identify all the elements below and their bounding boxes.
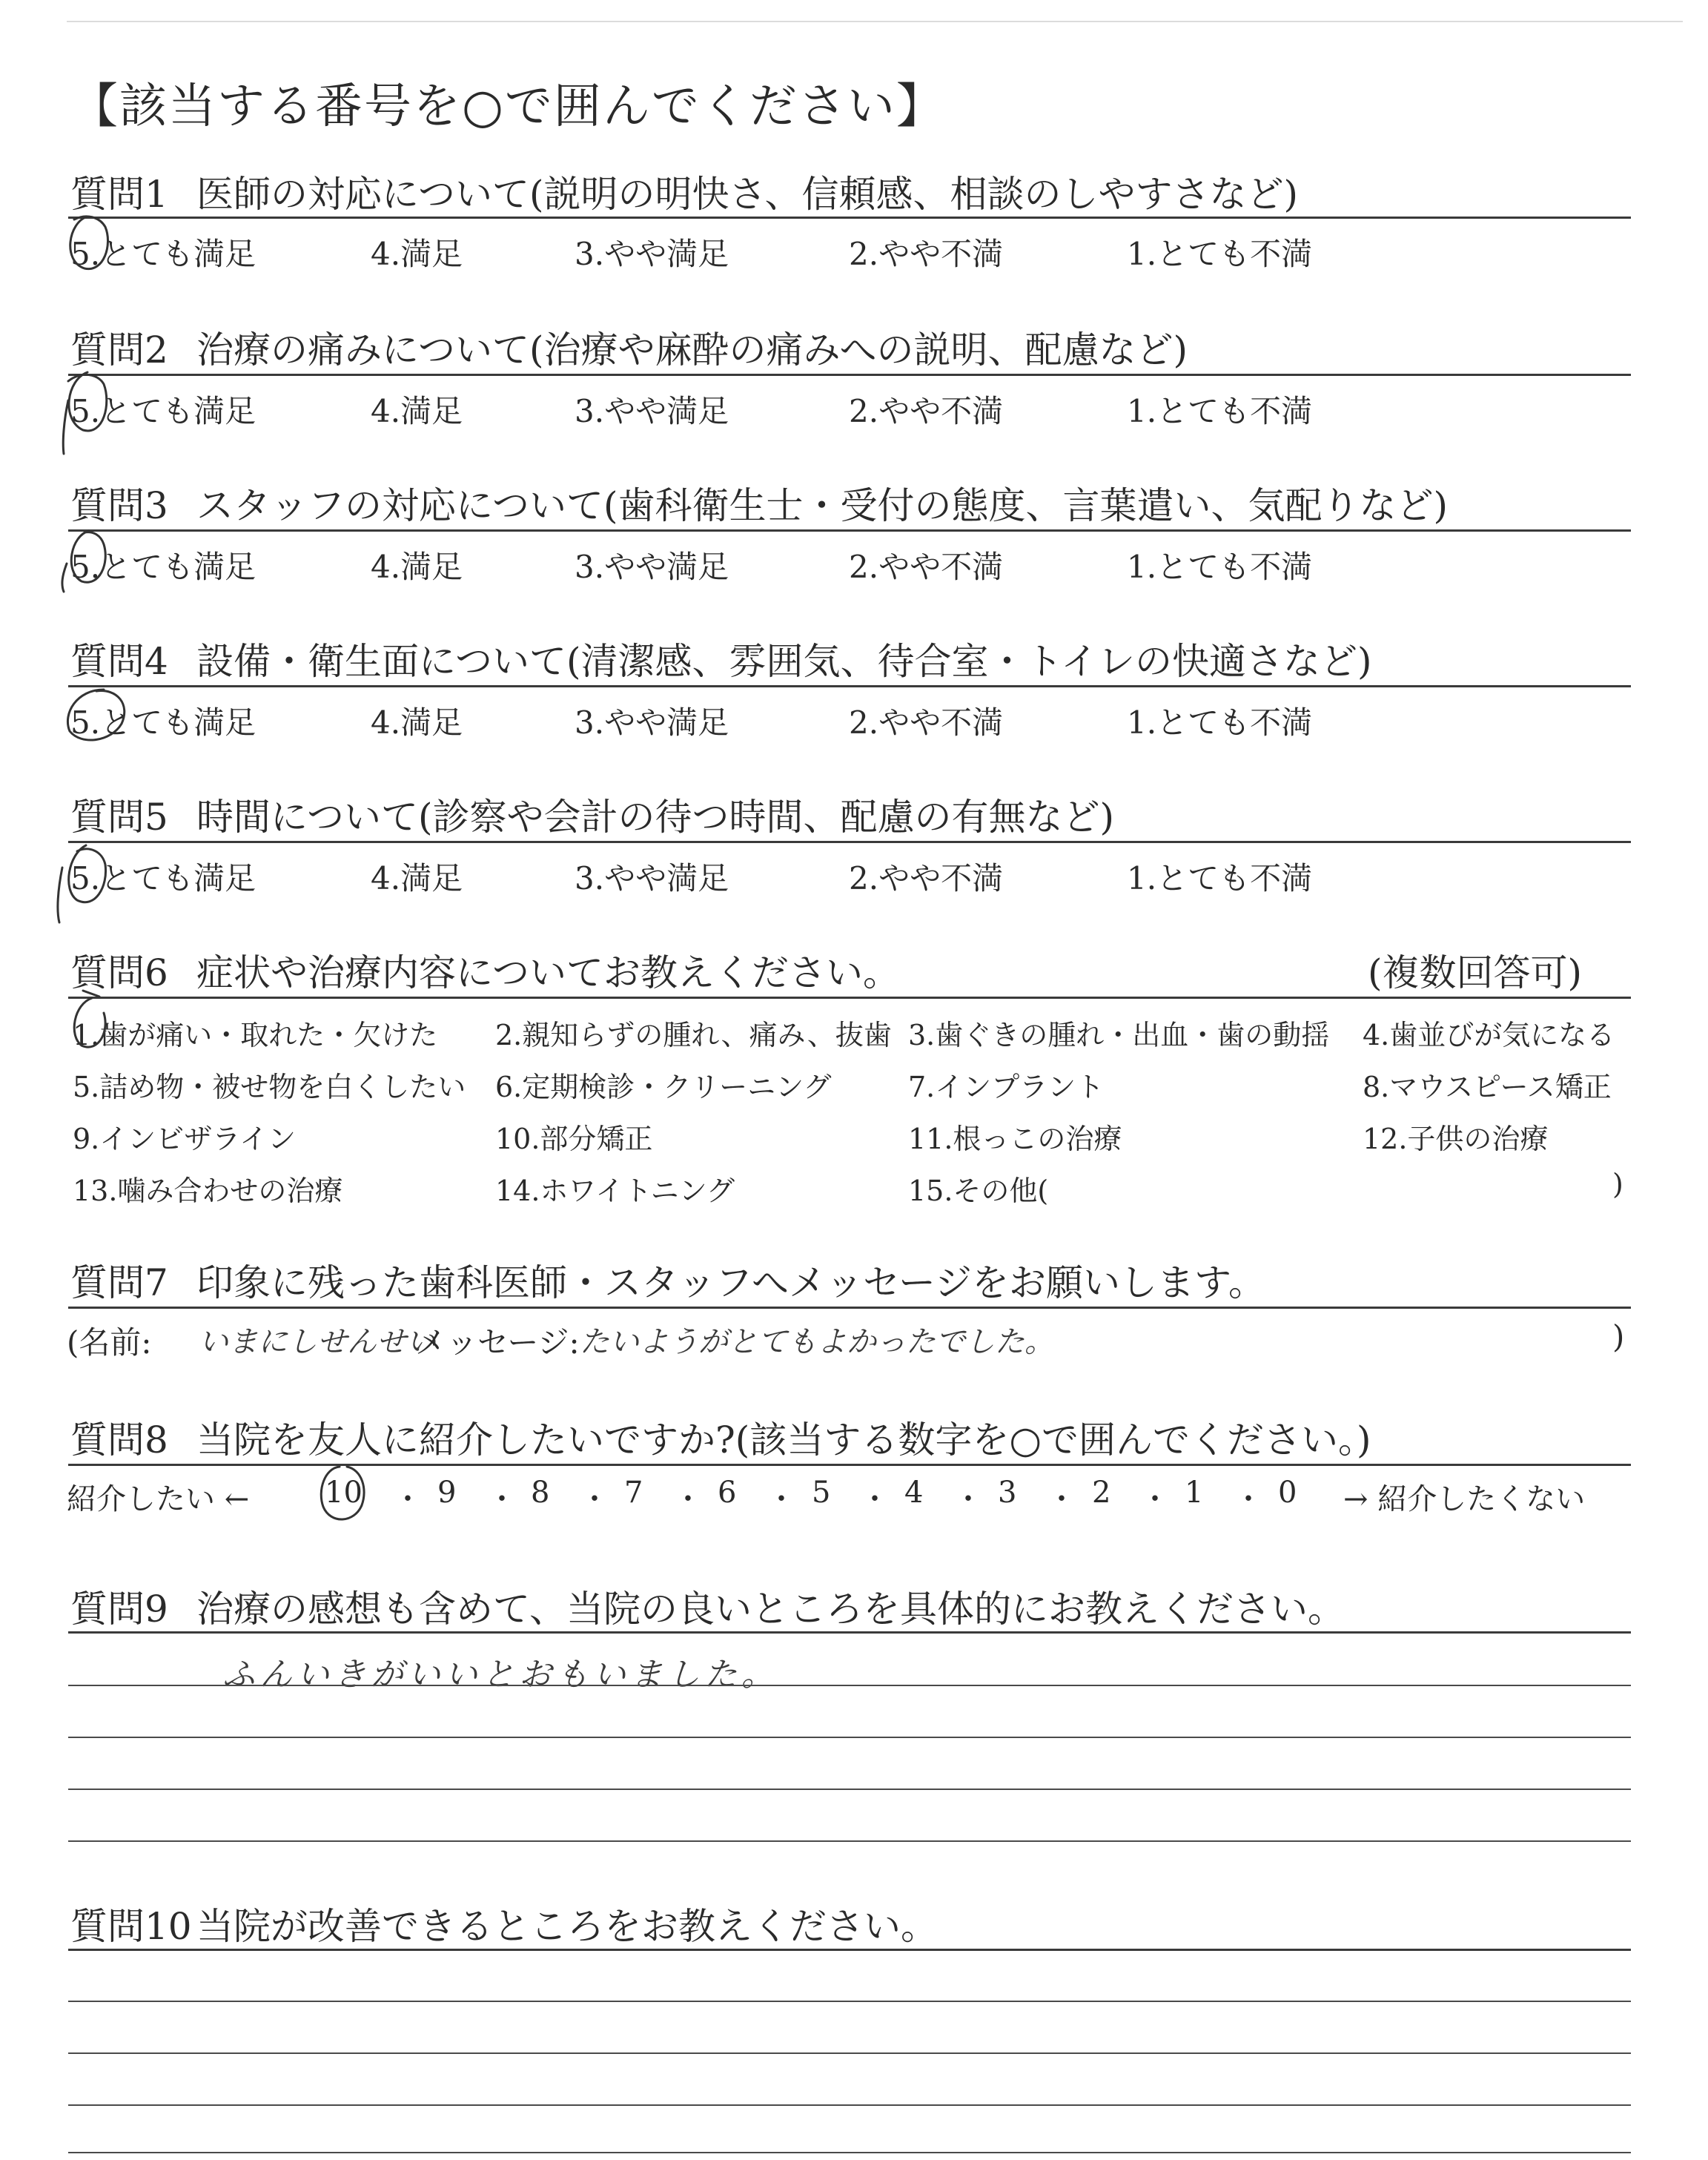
q3-option-3[interactable]: 3.やや満足 — [575, 549, 729, 585]
q6-selection-mark — [74, 991, 105, 1047]
question-9-text: 治療の感想も含めて、当院の良いところを具体的にお教えください。 — [196, 1588, 1345, 1631]
question-8-text: 当院を友人に紹介したいですか?(該当する数字を○で囲んでください。) — [196, 1418, 1371, 1462]
q5-option-5[interactable]: 5.とても満足 — [70, 860, 256, 896]
scale-7[interactable]: 7 — [624, 1476, 643, 1510]
question-4-text: 設備・衛生面について(清潔感、雰囲気、待合室・トイレの快適さなど) — [196, 640, 1372, 683]
question-2-text: 治療の痛みについて(治療や麻酔の痛みへの説明、配慮など) — [196, 328, 1188, 371]
q6-option-1[interactable]: 1.歯が痛い・取れた・欠けた — [73, 1019, 438, 1051]
scale-8[interactable]: 8 — [531, 1476, 550, 1510]
question-6-text: 症状や治療内容についてお教えください。 — [196, 951, 900, 994]
q7-message-value[interactable]: たいようがとてもよかったでした。 — [580, 1325, 1054, 1359]
q4-option-1[interactable]: 1.とても不満 — [1127, 704, 1313, 741]
q6-option-5[interactable]: 5.詰め物・被せ物を白くしたい — [73, 1071, 466, 1103]
scale-0[interactable]: 0 — [1278, 1476, 1297, 1510]
scale-9[interactable]: 9 — [437, 1476, 457, 1510]
q2-option-2[interactable]: 2.やや不満 — [849, 393, 1004, 429]
q1-option-5[interactable]: 5.とても満足 — [70, 236, 256, 272]
scale-5[interactable]: 5 — [812, 1476, 831, 1510]
q6-option-14[interactable]: 14.ホワイトニング — [495, 1175, 735, 1207]
q8-selection-mark — [321, 1467, 364, 1519]
q5-option-2[interactable]: 2.やや不満 — [849, 860, 1004, 896]
scale-6[interactable]: 6 — [718, 1476, 737, 1510]
q2-option-4[interactable]: 4.満足 — [371, 393, 463, 429]
form-title: 【該当する番号を○で囲んでください】 — [70, 79, 945, 134]
question-8-number: 質問8 — [70, 1418, 168, 1462]
question-5-number: 質問5 — [70, 796, 168, 839]
q1-option-1[interactable]: 1.とても不満 — [1127, 236, 1313, 272]
scale-right-label: → 紹介したくない — [1343, 1482, 1586, 1516]
question-4-number: 質問4 — [70, 640, 168, 683]
q6-option-10[interactable]: 10.部分矯正 — [495, 1123, 653, 1155]
question-2-number: 質問2 — [70, 328, 168, 371]
question-5-text: 時間について(診察や会計の待つ時間、配慮の有無など) — [196, 796, 1115, 839]
scale-dot: ・ — [673, 1482, 703, 1516]
q3-option-2[interactable]: 2.やや不満 — [849, 549, 1004, 585]
q5-selection-mark — [58, 845, 106, 922]
q9-answer[interactable]: ふんいきがいいとおもいました。 — [222, 1656, 778, 1694]
scale-dot: ・ — [767, 1482, 796, 1516]
q4-option-4[interactable]: 4.満足 — [371, 704, 463, 741]
q4-option-2[interactable]: 2.やや不満 — [849, 704, 1004, 741]
scale-dot: ・ — [580, 1482, 609, 1516]
scale-3[interactable]: 3 — [998, 1476, 1017, 1510]
scale-dot: ・ — [860, 1482, 890, 1516]
question-1-text: 医師の対応について(説明の明快さ、信頼感、相談のしやすさなど) — [196, 173, 1299, 216]
question-10-number: 質問10 — [70, 1905, 192, 1948]
q5-option-4[interactable]: 4.満足 — [371, 860, 463, 896]
q2-option-5[interactable]: 5.とても満足 — [70, 393, 256, 429]
scale-dot: ・ — [953, 1482, 983, 1516]
q1-option-2[interactable]: 2.やや不満 — [849, 236, 1004, 272]
question-7-number: 質問7 — [70, 1261, 168, 1304]
q1-option-4[interactable]: 4.満足 — [371, 236, 463, 272]
q6-option-12[interactable]: 12.子供の治療 — [1363, 1123, 1549, 1155]
q6-option-13[interactable]: 13.噛み合わせの治療 — [73, 1175, 343, 1207]
scale-2[interactable]: 2 — [1092, 1476, 1111, 1510]
q4-option-5[interactable]: 5.とても満足 — [70, 704, 256, 741]
q2-selection-mark — [63, 372, 107, 454]
question-3-number: 質問3 — [70, 484, 168, 527]
q3-option-1[interactable]: 1.とても不満 — [1127, 549, 1313, 585]
scale-left-label: 紹介したい ← — [67, 1482, 250, 1516]
q6-option-3[interactable]: 3.歯ぐきの腫れ・出血・歯の動揺 — [908, 1019, 1330, 1051]
q6-option-11[interactable]: 11.根っこの治療 — [908, 1123, 1122, 1155]
question-10-text: 当院が改善できるところをお教えください。 — [196, 1905, 938, 1948]
scale-1[interactable]: 1 — [1185, 1476, 1204, 1510]
q6-other-close: ) — [1612, 1168, 1623, 1200]
q3-option-4[interactable]: 4.満足 — [371, 549, 463, 585]
q6-option-8[interactable]: 8.マウスピース矯正 — [1363, 1071, 1612, 1103]
q6-option-9[interactable]: 9.インビザライン — [73, 1123, 297, 1155]
question-1-number: 質問1 — [70, 173, 168, 216]
q4-option-3[interactable]: 3.やや満足 — [575, 704, 729, 741]
q7-close-paren: ) — [1612, 1318, 1625, 1355]
q5-option-1[interactable]: 1.とても不満 — [1127, 860, 1313, 896]
question-6-note: (複数回答可) — [1368, 951, 1583, 994]
q3-selection-mark — [62, 531, 105, 592]
q6-option-7[interactable]: 7.インプラント — [908, 1071, 1105, 1103]
scale-10[interactable]: 10 — [325, 1476, 363, 1510]
q6-option-6[interactable]: 6.定期検診・クリーニング — [495, 1071, 832, 1103]
q6-option-4[interactable]: 4.歯並びが気になる — [1363, 1019, 1615, 1051]
scale-dot: ・ — [487, 1482, 517, 1516]
scale-dot: ・ — [1047, 1482, 1076, 1516]
question-7-text: 印象に残った歯科医師・スタッフへメッセージをお願いします。 — [196, 1261, 1265, 1304]
q4-selection-mark — [67, 690, 124, 740]
q6-option-15[interactable]: 15.その他( — [908, 1175, 1049, 1207]
q7-message-label: メッセージ: — [415, 1324, 580, 1361]
scale-dot: ・ — [1234, 1482, 1263, 1516]
q2-option-3[interactable]: 3.やや満足 — [575, 393, 729, 429]
q3-option-5[interactable]: 5.とても満足 — [70, 549, 256, 585]
q1-selection-mark — [70, 217, 108, 269]
scale-dot: ・ — [1140, 1482, 1170, 1516]
question-9-number: 質問9 — [70, 1588, 168, 1631]
question-6-number: 質問6 — [70, 951, 168, 994]
scale-dot: ・ — [393, 1482, 423, 1516]
q1-option-3[interactable]: 3.やや満足 — [575, 236, 729, 272]
scale-4[interactable]: 4 — [904, 1476, 924, 1510]
q6-option-2[interactable]: 2.親知らずの腫れ、痛み、抜歯 — [495, 1019, 892, 1051]
question-3-text: スタッフの対応について(歯科衛生士・受付の態度、言葉遣い、気配りなど) — [196, 484, 1449, 527]
q2-option-1[interactable]: 1.とても不満 — [1127, 393, 1313, 429]
q7-name-value[interactable]: いまにしせんせい — [199, 1325, 436, 1359]
q7-name-label: (名前: — [67, 1324, 152, 1361]
q5-option-3[interactable]: 3.やや満足 — [575, 860, 729, 896]
